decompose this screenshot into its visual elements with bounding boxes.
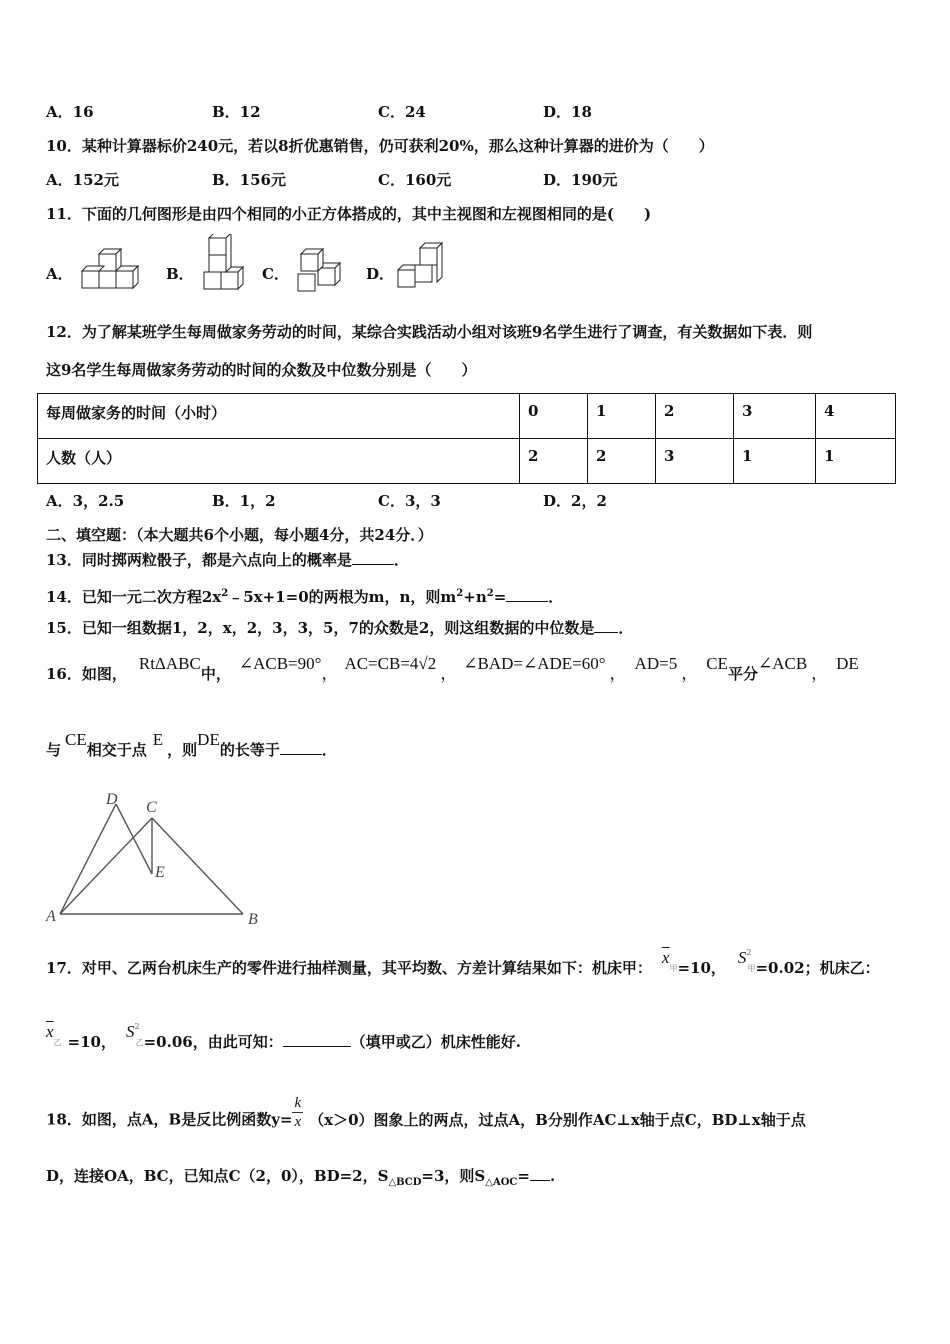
q14-text-3: +n (463, 588, 487, 606)
q11-stem: 11．下面的几何图形是由四个相同的小正方体搭成的，其中主视图和左视图相同的是( ) (46, 205, 652, 223)
q15-text: 15．已知一组数据1，2，x，2，3，3，5，7的众数是2，则这组数据的中位数是 (46, 619, 595, 637)
q17-line2 (46, 1022, 521, 1059)
table-cell: 1 (816, 439, 896, 484)
q16-text: ， (609, 664, 627, 683)
q18-text: = (517, 1167, 530, 1185)
point-label-d: D (106, 791, 118, 808)
answer-blank (594, 618, 618, 633)
q9-option-a: A．16 (46, 103, 94, 121)
q17-text: =10， (67, 1033, 116, 1051)
q16-line2 (46, 730, 337, 760)
q18-text: D，连接OA，BC，已知点C（2，0），BD=2，S (46, 1167, 389, 1185)
q17-math: S (126, 1022, 135, 1041)
answer-blank (283, 1032, 351, 1047)
q15-end: ． (618, 619, 634, 637)
q16-math: AC=CB=4√2 (344, 654, 437, 673)
q11-figure-a (78, 240, 142, 292)
q13 (46, 550, 409, 570)
q17-math: $\overline{x}$ (661, 948, 670, 967)
answer-blank (280, 740, 322, 755)
q11-option-c: C． (262, 265, 289, 283)
q10-option-c: C．160元 (378, 171, 452, 189)
q16-text: ， (440, 664, 458, 683)
q17-math: S (737, 948, 747, 967)
q16-math: DE (197, 730, 220, 749)
table-cell: 1 (734, 439, 816, 484)
q12-option-d: D．2，2 (543, 492, 607, 510)
q16-end: ． (321, 741, 337, 759)
q16-text: 与 (46, 741, 62, 759)
q16-math: ∠BAD=∠ADE=60° (463, 654, 606, 673)
q13-end: ． (393, 551, 409, 569)
q16-math: ∠ACB=90° (238, 654, 322, 673)
point-label-e: E (155, 864, 165, 881)
q16-text: ， (321, 664, 339, 683)
q14-text: 14．已知一元二次方程2x (46, 588, 222, 606)
table-cell: 2 (588, 439, 656, 484)
q14-sup: 2 (456, 588, 464, 599)
q14-text-2: ﹣5x+1=0的两根为m，n，则m (228, 588, 457, 606)
table-cell: 3 (656, 439, 734, 484)
q18-sub: △AOC (485, 1177, 518, 1188)
section-title: 二、填空题：（本大题共6个小题，每小题4分，共24分．） (46, 526, 433, 544)
table-cell: 每周做家务的时间（小时） (38, 394, 520, 439)
q18-text: （x＞0）图象上的两点，过点A，B分别作AC⊥x轴于点C，BD⊥x轴于点 (309, 1110, 806, 1129)
table-cell: 3 (734, 394, 816, 439)
q16-text: ， (681, 664, 699, 683)
q17-sub: 乙 (53, 1038, 62, 1047)
q17-sub: 甲 (669, 964, 678, 973)
q11-option-d: D． (366, 265, 395, 283)
q17-text: =10， (677, 959, 726, 977)
q10-option-d: D．190元 (543, 171, 618, 189)
q17-line1 (46, 948, 880, 985)
q16-math: RtΔABC (138, 654, 201, 673)
q16-figure (40, 790, 280, 935)
table-cell: 2 (656, 394, 734, 439)
answer-blank (506, 587, 548, 602)
q11-figure-b (198, 234, 248, 294)
q18-sub: △BCD (388, 1177, 422, 1188)
q15 (46, 618, 633, 638)
q18-fraction (292, 1094, 303, 1131)
q14-text-4: = (493, 588, 507, 606)
q16-text: 的长等于 (219, 741, 280, 759)
q16-math: AD=5 (634, 654, 678, 673)
q18-text: 18．如图，点A，B是反比例函数y= (46, 1110, 293, 1129)
q16-line1 (46, 654, 859, 684)
q16-text: 16．如图， (46, 665, 127, 683)
q16-math: CE (706, 654, 728, 673)
q14 (46, 584, 563, 607)
q14-end: ． (548, 588, 564, 606)
q16-text: 平分 (727, 665, 758, 683)
q12-stem-line1: 12．为了解某班学生每周做家务劳动的时间，某综合实践活动小组对该班9名学生进行了调查，有关数据如下表．则 (46, 323, 813, 341)
q12-option-b: B．1，2 (212, 492, 276, 510)
q16-math: E (152, 730, 164, 749)
q11-figure-c (294, 240, 346, 294)
q12-stem-line2: 这9名学生每周做家务劳动的时间的众数及中位数分别是（ ） (46, 361, 477, 379)
q12-option-c: C．3，3 (378, 492, 441, 510)
table-row (38, 439, 896, 484)
q17-sup: 2 (746, 948, 752, 957)
q18-line2 (46, 1166, 555, 1193)
point-label-b: B (248, 911, 258, 928)
q11-option-a: A． (46, 265, 73, 283)
q17-sup: 2 (134, 1022, 140, 1031)
table-cell: 人数（人） (38, 439, 520, 484)
q10-option-a: A．152元 (46, 171, 119, 189)
q9-option-c: C．24 (378, 103, 426, 121)
q17-text: =0.02；机床乙： (755, 959, 880, 977)
q14-sup: 2 (486, 588, 494, 599)
table-cell: 0 (520, 394, 588, 439)
point-label-a: A (46, 908, 56, 925)
q10-option-b: B．156元 (212, 171, 286, 189)
q11-figure-d (394, 240, 446, 292)
q17-text: 17．对甲、乙两台机床生产的零件进行抽样测量，其平均数、方差计算结果如下：机床甲： (46, 959, 652, 977)
table-cell: 4 (816, 394, 896, 439)
q14-sup: 2 (221, 588, 229, 599)
answer-blank (352, 550, 394, 565)
q16-text: 中， (200, 665, 231, 683)
answer-blank (530, 1166, 550, 1181)
q16-math: DE (836, 654, 859, 673)
table-cell: 2 (520, 439, 588, 484)
q10-stem: 10．某种计算器标价240元，若以8折优惠销售，仍可获利20%，那么这种计算器的进价为（ ） (46, 137, 714, 155)
q16-math: ∠ACB (757, 654, 808, 673)
q18-line1 (46, 1095, 806, 1139)
q18-end: . (549, 1167, 556, 1185)
q16-text: ，则 (167, 741, 198, 759)
q17-math: $\overline{x}$ (46, 1022, 54, 1041)
q16-math: CE (65, 730, 87, 749)
q17-sub: 乙 (135, 1038, 144, 1047)
q16-text: ， (811, 664, 829, 683)
q17-text: （填甲或乙）机床性能好. (350, 1033, 521, 1051)
q12-table (37, 393, 896, 484)
fraction-numerator: k (294, 1095, 302, 1111)
q13-text: 13．同时掷两粒骰子，都是六点向上的概率是 (46, 551, 352, 569)
table-cell: 1 (588, 394, 656, 439)
q9-option-b: B．12 (212, 103, 261, 121)
fraction-denominator: x (294, 1114, 302, 1130)
q11-option-b: B． (166, 265, 194, 283)
q17-sub: 甲 (747, 964, 756, 973)
q9-option-d: D．18 (543, 103, 592, 121)
table-row (38, 394, 896, 439)
point-label-c: C (146, 799, 157, 816)
q18-text: =3，则S (421, 1167, 486, 1185)
q12-option-a: A．3，2.5 (46, 492, 125, 510)
q17-text: =0.06，由此可知： (143, 1033, 283, 1051)
q16-text: 相交于点 (86, 741, 147, 759)
